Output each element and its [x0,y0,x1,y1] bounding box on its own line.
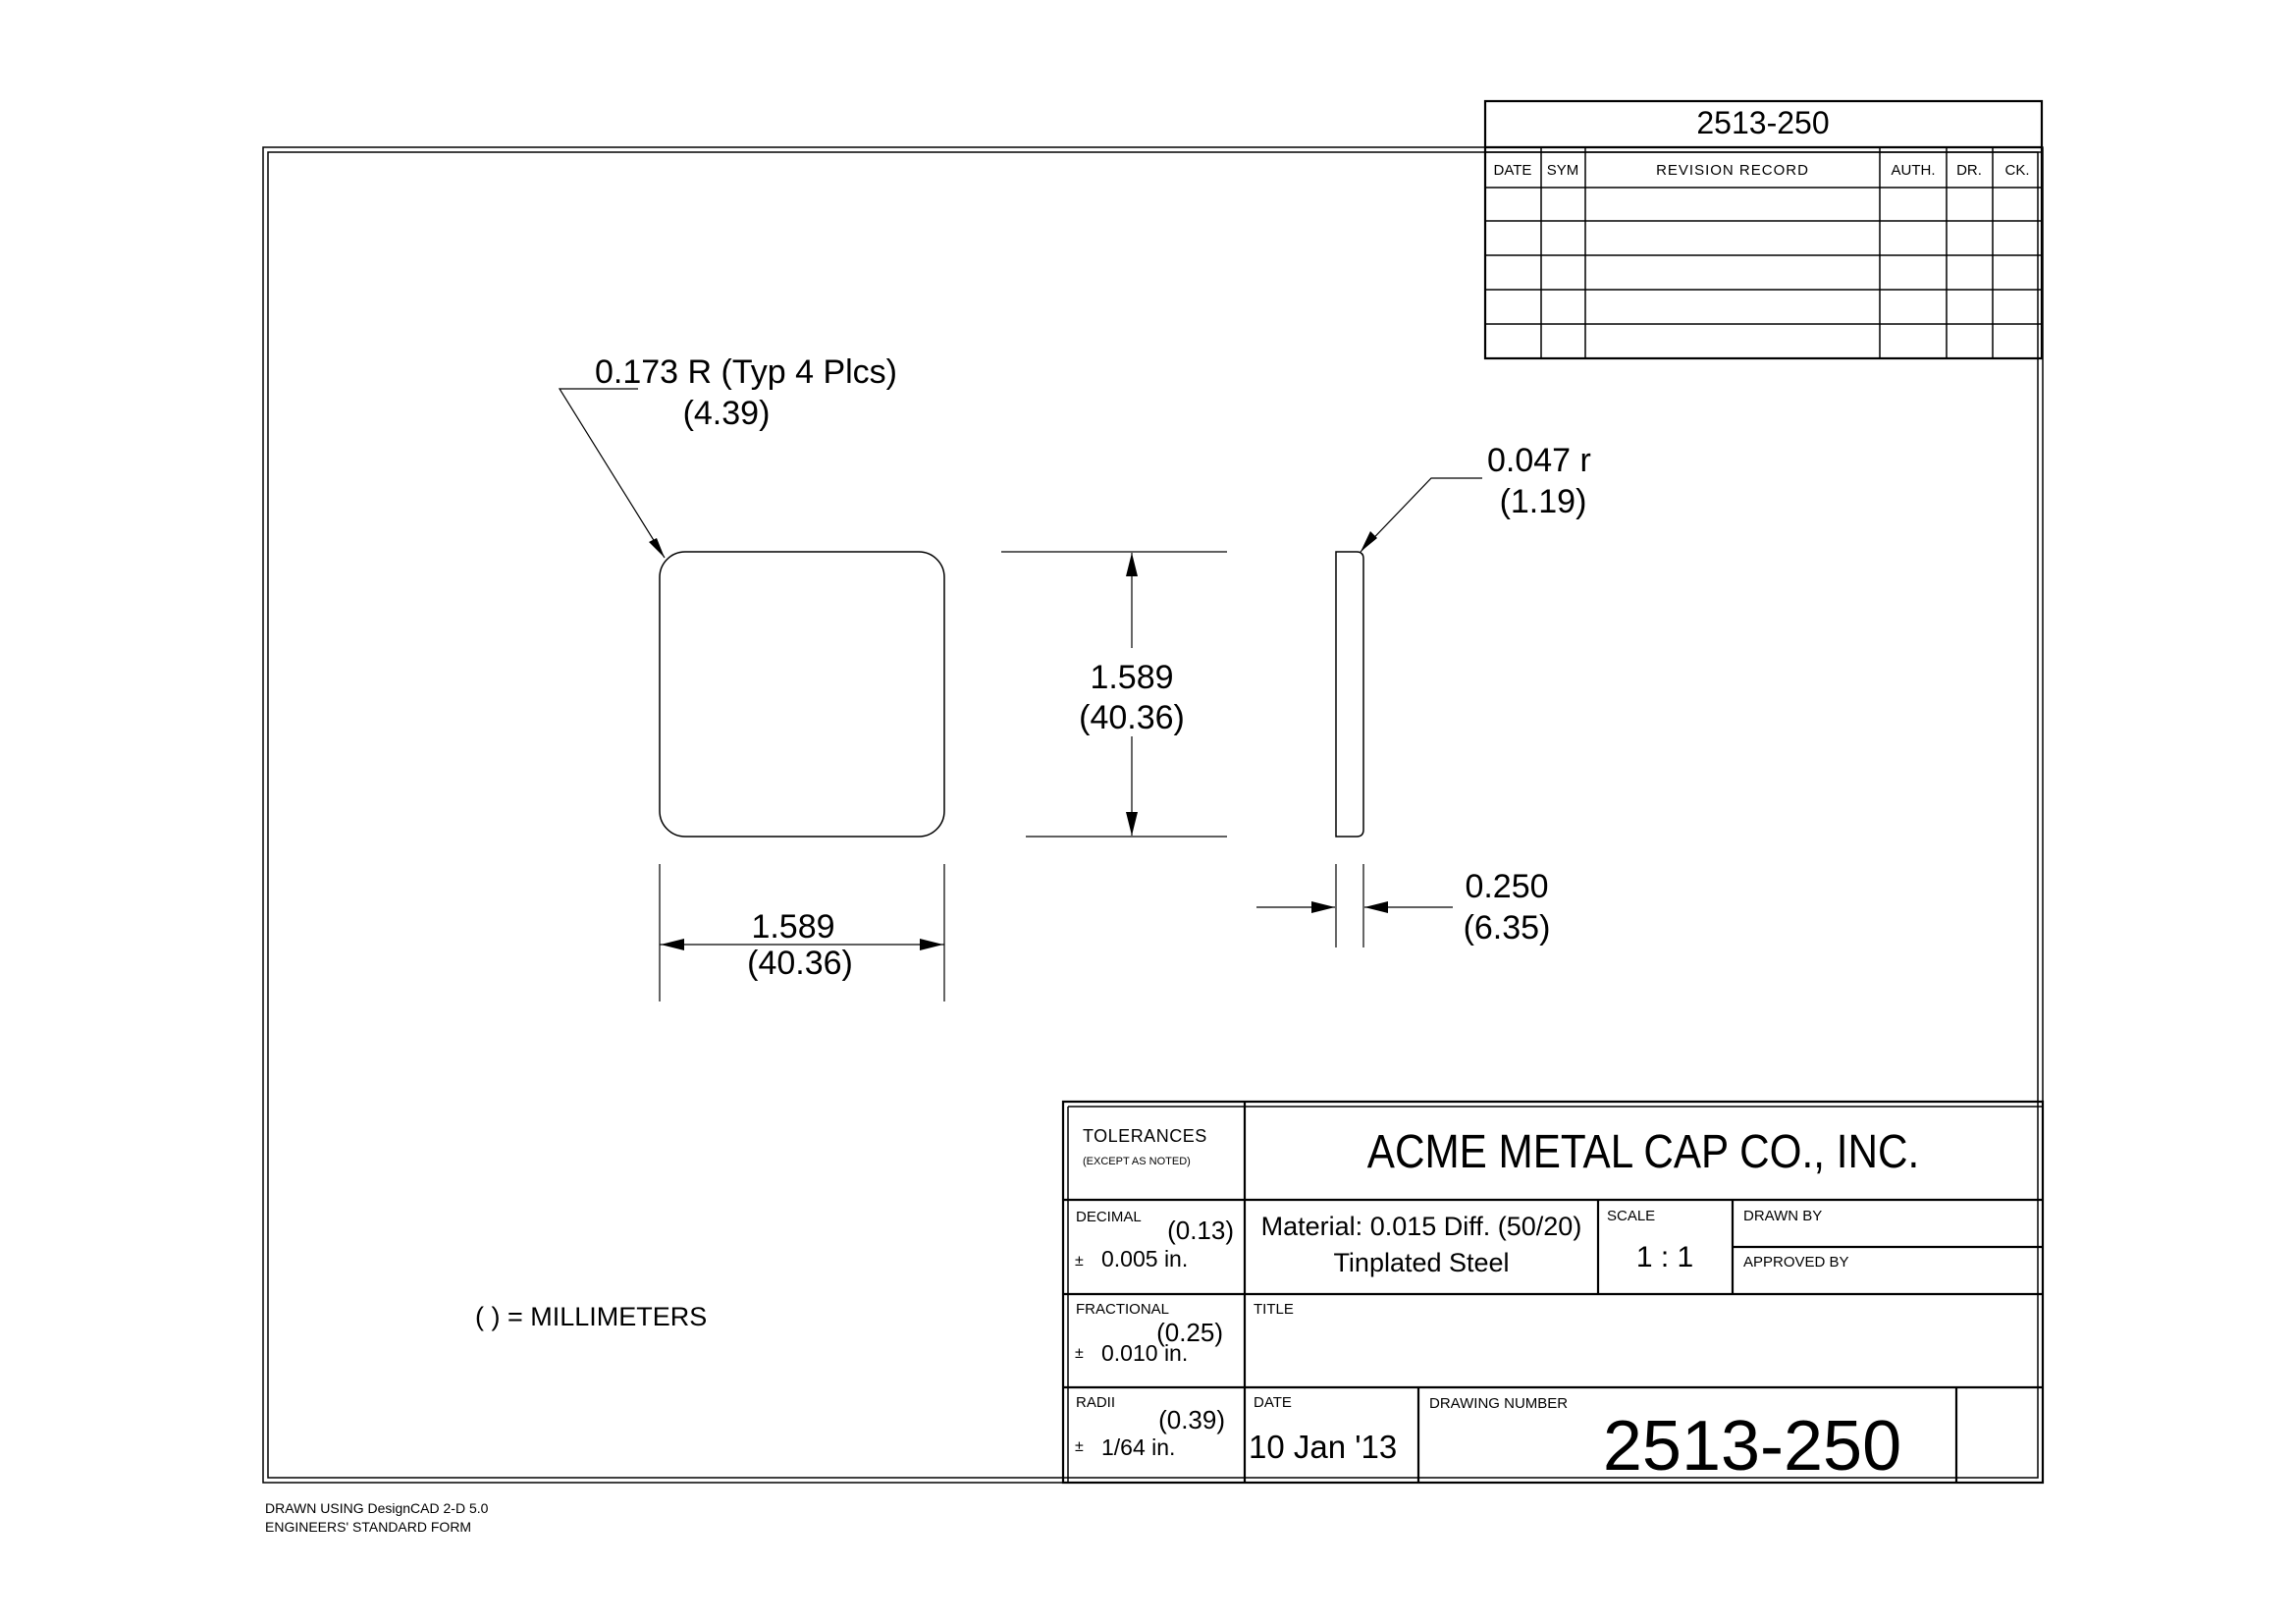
rev-header-date: DATE [1493,162,1532,179]
decimal-value: 0.005 in. [1101,1246,1189,1271]
radii-plus-minus: ± [1075,1438,1084,1455]
radii-label: RADII [1076,1394,1116,1411]
title-block [1063,1102,2043,1486]
height-dimension [1001,552,1227,837]
thickness-dimension [1256,864,1550,947]
corner-radius-callout [560,353,897,558]
corner-radius-inches: 0.173 R (Typ 4 Plcs) [595,353,898,391]
revision-block [1485,101,2042,358]
edge-radius-callout [1361,442,1591,552]
date-label: DATE [1254,1394,1292,1411]
decimal-plus-minus: ± [1075,1253,1084,1270]
drawing-number: 2513-250 [1602,1407,1902,1486]
company-name: ACME METAL CAP CO., INC. [1366,1124,1920,1178]
radii-value: 1/64 in. [1101,1434,1176,1460]
decimal-mm: (0.13) [1167,1216,1234,1245]
edge-radius-inches: 0.047 r [1487,442,1591,479]
part-side-view [1336,552,1363,837]
width-mm: (40.36) [747,945,853,982]
rev-header-ck: CK. [2004,162,2030,179]
thickness-inches: 0.250 [1465,868,1549,905]
scale-label: SCALE [1607,1208,1656,1224]
rev-header-auth: AUTH. [1891,162,1936,179]
tolerances-label: TOLERANCES [1083,1126,1207,1146]
inner-border [268,152,2038,1478]
title-label: TITLE [1254,1301,1294,1318]
scale-value: 1 : 1 [1635,1241,1694,1273]
tolerances-sublabel: (EXCEPT AS NOTED) [1083,1156,1191,1167]
drawing-number-label: DRAWING NUMBER [1429,1395,1569,1412]
rev-header-dr: DR. [1956,162,1982,179]
revision-number: 2513-250 [1696,105,1830,140]
date-value: 10 Jan '13 [1249,1429,1398,1465]
fractional-plus-minus: ± [1075,1345,1084,1362]
footer-line2: ENGINEERS' STANDARD FORM [265,1519,472,1535]
rev-header-record: REVISION RECORD [1656,162,1809,179]
thickness-mm: (6.35) [1463,909,1551,947]
units-note: ( ) = MILLIMETERS [475,1302,708,1331]
footer-line1: DRAWN USING DesignCAD 2-D 5.0 [265,1500,489,1516]
radii-mm: (0.39) [1158,1405,1225,1434]
fractional-value: 0.010 in. [1101,1340,1189,1366]
rev-header-sym: SYM [1546,162,1579,179]
height-inches: 1.589 [1090,659,1174,696]
approved-by-label: APPROVED BY [1743,1254,1849,1271]
material-line2: Tinplated Steel [1333,1248,1510,1277]
drawn-by-label: DRAWN BY [1743,1208,1823,1224]
fractional-mm: (0.25) [1156,1318,1223,1347]
material-line1: Material: 0.015 Diff. (50/20) [1260,1212,1582,1241]
height-mm: (40.36) [1079,699,1185,736]
fractional-label: FRACTIONAL [1076,1301,1170,1318]
width-inches: 1.589 [751,908,835,946]
corner-radius-mm: (4.39) [682,395,771,432]
width-dimension [660,864,944,1001]
part-front-view [660,552,944,837]
decimal-label: DECIMAL [1076,1209,1142,1225]
edge-radius-mm: (1.19) [1499,483,1587,520]
outer-border [263,147,2043,1483]
